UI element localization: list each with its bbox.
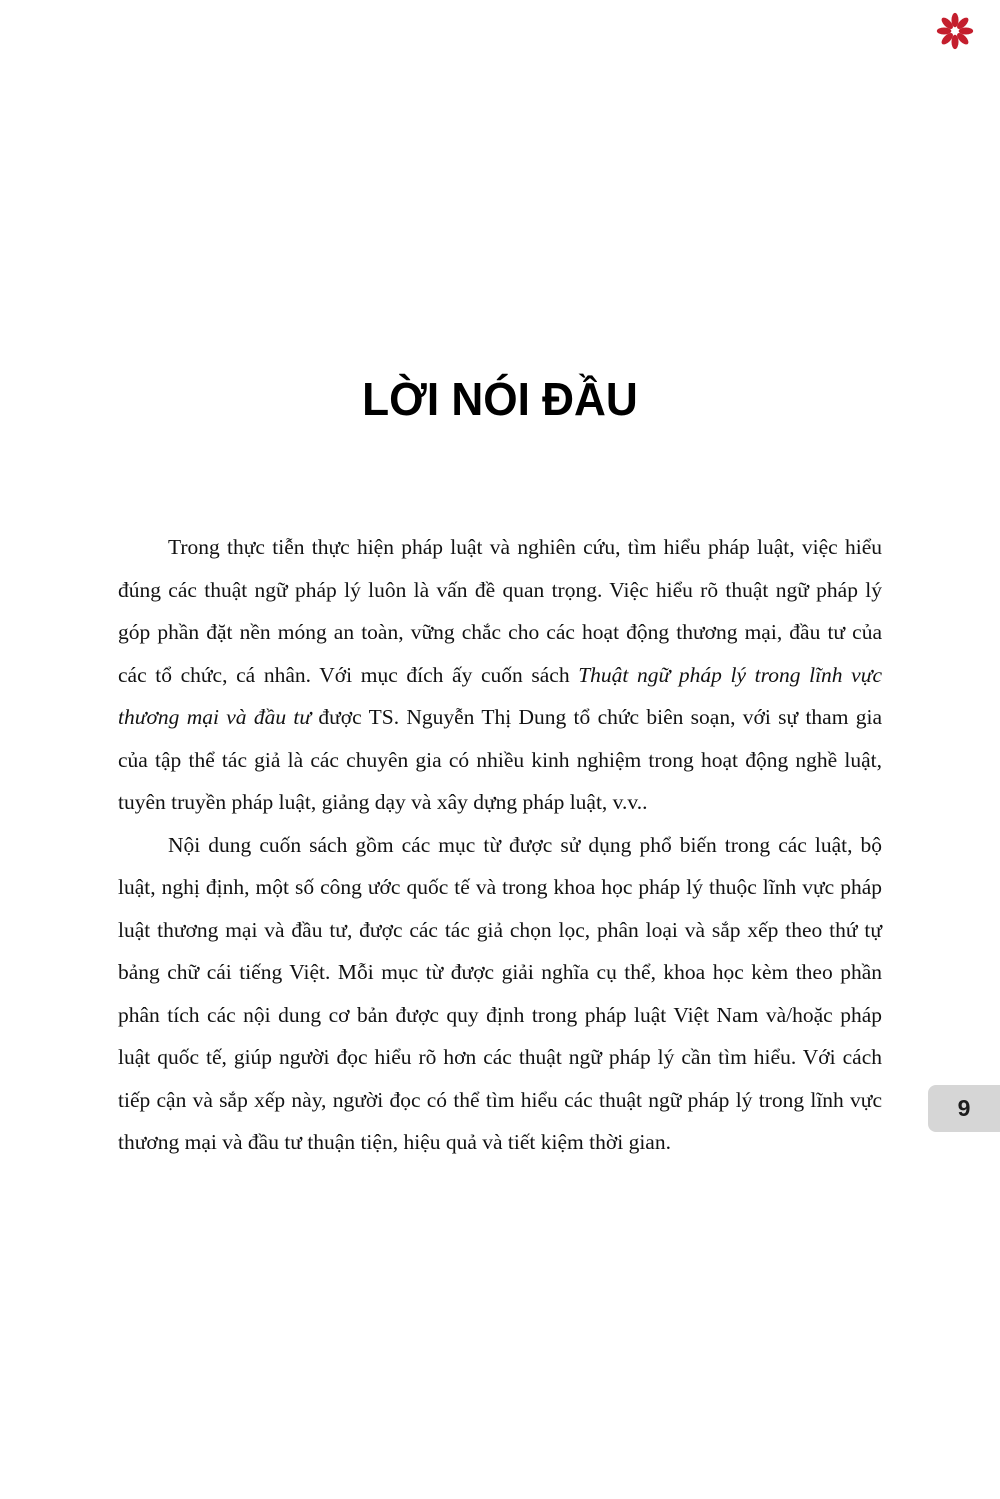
chapter-title: LỜI NÓI ĐẦU	[362, 373, 638, 425]
book-title-reference: Thuật ngữ pháp lý trong lĩnh vực thương mại và đầu tư	[118, 662, 882, 729]
paragraph-1-text-start: Trong thực tiễn thực hiện pháp luật và nghiên cứu, tìm hiểu pháp luật, việc hiểu đúng các thuật ngữ pháp lý luôn là vấn đề quan trọng. Việc hiểu rõ thuật ngữ pháp lý góp phần đặt nền móng an toàn, vững chắc cho các hoạt động thương mại, đầu tư của các tổ chức, cá nhân. Với mục đích ấy cuốn sách	[118, 535, 882, 687]
body-text	[118, 526, 882, 1164]
paragraph-1-text-end: được TS. Nguyễn Thị Dung tổ chức biên soạn, với sự tham gia của tập thể tác giả là các chuyên gia có nhiều kinh nghiệm trong hoạt động nghề luật, tuyên truyền pháp luật, giảng dạy và xây dựng pháp luật, v.v..	[118, 705, 882, 814]
page-number: 9	[957, 1095, 971, 1121]
page-number-tab	[928, 1085, 1000, 1132]
paragraph-2: Nội dung cuốn sách gồm các mục từ được sử dụng phổ biến trong các luật, bộ luật, nghị định, một số công ước quốc tế và trong khoa học pháp lý thuộc lĩnh vực pháp luật thương mại và đầu tư, được các tác giả chọn lọc, phân loại và sắp xếp theo thứ tự bảng chữ cái tiếng Việt. Mỗi mục từ được giải nghĩa cụ thể, khoa học kèm theo phần phân tích các nội dung cơ bản được quy định trong pháp luật Việt Nam và/hoặc pháp luật quốc tế, giúp người đọc hiểu rõ hơn các thuật ngữ pháp lý cần tìm hiểu. Với cách tiếp cận và sắp xếp này, người đọc có thể tìm hiểu các thuật ngữ pháp lý trong lĩnh vực thương mại và đầu tư thuận tiện, hiệu quả và tiết kiệm thời gian.	[118, 832, 882, 1154]
paragraph-1	[118, 526, 882, 824]
flower-icon	[936, 12, 974, 50]
